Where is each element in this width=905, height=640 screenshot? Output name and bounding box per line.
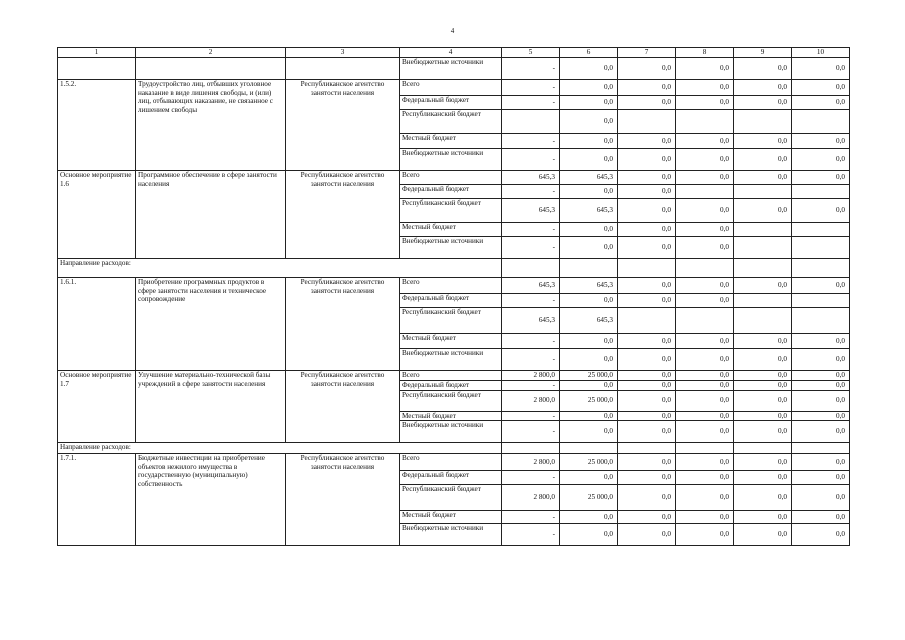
amount-cell: 645,3: [560, 278, 618, 294]
page-number: 4: [450, 27, 455, 35]
amount-cell: 0,0: [560, 349, 618, 371]
amount-cell: -: [502, 58, 560, 80]
amount-cell: 645,3: [502, 278, 560, 294]
amount-cell: 0,0: [676, 381, 734, 391]
amount-cell: 0,0: [676, 349, 734, 371]
amount-cell: 0,0: [618, 371, 676, 381]
amount-cell: [792, 294, 850, 308]
item-code: 1.6.1.: [58, 278, 136, 371]
amount-cell: [792, 110, 850, 134]
amount-cell: 0,0: [560, 334, 618, 349]
amount-cell: 0,0: [734, 390, 792, 411]
amount-cell: 2 800,0: [502, 454, 560, 471]
amount-cell: 0,0: [560, 511, 618, 524]
item-code: 1.7.1.: [58, 454, 136, 546]
empty-cell: [560, 259, 618, 278]
amount-cell: 0,0: [792, 421, 850, 443]
amount-cell: 0,0: [792, 485, 850, 511]
item-code: Основное мероприятие 1.6: [58, 171, 136, 259]
amount-cell: 0,0: [734, 199, 792, 223]
amount-cell: 0,0: [560, 134, 618, 149]
amount-cell: 0,0: [734, 58, 792, 80]
amount-cell: 0,0: [676, 149, 734, 171]
column-number: 5: [502, 48, 560, 58]
amount-cell: 0,0: [618, 511, 676, 524]
amount-cell: -: [502, 381, 560, 391]
amount-cell: [618, 308, 676, 334]
amount-cell: 25 000,0: [560, 485, 618, 511]
funding-source: Федеральный бюджет: [400, 294, 502, 308]
amount-cell: -: [502, 524, 560, 546]
table-row: [58, 371, 850, 381]
funding-source: Федеральный бюджет: [400, 381, 502, 391]
amount-cell: 0,0: [792, 381, 850, 391]
amount-cell: 0,0: [676, 96, 734, 110]
amount-cell: 0,0: [618, 96, 676, 110]
amount-cell: 0,0: [676, 524, 734, 546]
funding-source: Внебюджетные источники: [400, 524, 502, 546]
empty-cell: [502, 443, 560, 454]
amount-cell: 0,0: [676, 411, 734, 421]
amount-cell: -: [502, 185, 560, 199]
amount-cell: 645,3: [560, 308, 618, 334]
amount-cell: 0,0: [676, 421, 734, 443]
funding-source: Федеральный бюджет: [400, 96, 502, 110]
direction-label: Направление расходов:: [58, 443, 502, 454]
responsible-agency: Республиканское агентство занятости населения: [286, 171, 400, 259]
funding-source: Местный бюджет: [400, 223, 502, 237]
item-code: 1.5.2.: [58, 80, 136, 171]
amount-cell: [792, 308, 850, 334]
amount-cell: 0,0: [734, 524, 792, 546]
amount-cell: 645,3: [502, 199, 560, 223]
column-number: 6: [560, 48, 618, 58]
amount-cell: 0,0: [560, 149, 618, 171]
amount-cell: 645,3: [502, 171, 560, 185]
empty-cell: [792, 443, 850, 454]
funding-source: Республиканский бюджет: [400, 110, 502, 134]
item-name: Приобретение программных продуктов в сфере занятости населения и техническое сопровождение: [136, 278, 286, 371]
amount-cell: 0,0: [792, 80, 850, 96]
amount-cell: 0,0: [676, 237, 734, 259]
amount-cell: 0,0: [734, 511, 792, 524]
amount-cell: 0,0: [792, 349, 850, 371]
amount-cell: 0,0: [734, 134, 792, 149]
amount-cell: 0,0: [792, 149, 850, 171]
amount-cell: 0,0: [734, 485, 792, 511]
amount-cell: 0,0: [734, 334, 792, 349]
amount-cell: 645,3: [560, 171, 618, 185]
funding-source: Республиканский бюджет: [400, 390, 502, 411]
amount-cell: 0,0: [618, 237, 676, 259]
responsible-agency: Республиканское агентство занятости населения: [286, 371, 400, 443]
amount-cell: [676, 308, 734, 334]
amount-cell: 0,0: [618, 381, 676, 391]
budget-table: [57, 47, 850, 546]
amount-cell: 0,0: [792, 199, 850, 223]
amount-cell: -: [502, 511, 560, 524]
amount-cell: 0,0: [618, 411, 676, 421]
amount-cell: [734, 110, 792, 134]
amount-cell: [734, 294, 792, 308]
amount-cell: 0,0: [618, 171, 676, 185]
column-number: 10: [792, 48, 850, 58]
amount-cell: 0,0: [676, 223, 734, 237]
amount-cell: -: [502, 349, 560, 371]
amount-cell: -: [502, 96, 560, 110]
amount-cell: 0,0: [560, 110, 618, 134]
empty-cell: [676, 443, 734, 454]
amount-cell: 0,0: [618, 471, 676, 485]
amount-cell: 0,0: [792, 524, 850, 546]
amount-cell: 0,0: [676, 471, 734, 485]
amount-cell: 0,0: [734, 411, 792, 421]
amount-cell: 0,0: [618, 58, 676, 80]
item-code: Основное мероприятие 1.7: [58, 371, 136, 443]
amount-cell: 645,3: [560, 199, 618, 223]
amount-cell: 0,0: [676, 58, 734, 80]
amount-cell: 0,0: [618, 185, 676, 199]
item-name: Программное обеспечение в сфере занятости населения: [136, 171, 286, 259]
funding-source: Внебюджетные источники: [400, 58, 502, 80]
amount-cell: 0,0: [676, 278, 734, 294]
amount-cell: -: [502, 421, 560, 443]
amount-cell: 0,0: [618, 199, 676, 223]
funding-source: Всего: [400, 371, 502, 381]
empty-cell: [58, 58, 136, 80]
amount-cell: 0,0: [792, 96, 850, 110]
column-number: 3: [286, 48, 400, 58]
amount-cell: 0,0: [676, 371, 734, 381]
amount-cell: 0,0: [618, 80, 676, 96]
amount-cell: 0,0: [618, 454, 676, 471]
column-number: 2: [136, 48, 286, 58]
amount-cell: -: [502, 134, 560, 149]
amount-cell: 0,0: [618, 278, 676, 294]
amount-cell: 0,0: [792, 511, 850, 524]
amount-cell: 0,0: [734, 149, 792, 171]
table-row: [58, 80, 850, 96]
amount-cell: 0,0: [734, 471, 792, 485]
empty-cell: [734, 443, 792, 454]
amount-cell: 0,0: [676, 134, 734, 149]
empty-cell: [676, 259, 734, 278]
amount-cell: 25 000,0: [560, 390, 618, 411]
column-number: 9: [734, 48, 792, 58]
direction-row: [58, 443, 850, 454]
funding-source: Всего: [400, 278, 502, 294]
funding-source: Внебюджетные источники: [400, 349, 502, 371]
amount-cell: 0,0: [560, 237, 618, 259]
amount-cell: [734, 237, 792, 259]
funding-source: Всего: [400, 454, 502, 471]
funding-source: Местный бюджет: [400, 334, 502, 349]
amount-cell: 0,0: [792, 134, 850, 149]
amount-cell: 0,0: [734, 381, 792, 391]
column-number: 7: [618, 48, 676, 58]
funding-source: Федеральный бюджет: [400, 185, 502, 199]
amount-cell: 0,0: [676, 334, 734, 349]
responsible-agency: Республиканское агентство занятости населения: [286, 278, 400, 371]
amount-cell: 0,0: [734, 371, 792, 381]
funding-source: Местный бюджет: [400, 134, 502, 149]
amount-cell: 0,0: [618, 390, 676, 411]
responsible-agency: Республиканское агентство занятости населения: [286, 454, 400, 546]
table-row: [58, 454, 850, 471]
amount-cell: 0,0: [676, 454, 734, 471]
amount-cell: 0,0: [734, 171, 792, 185]
amount-cell: 0,0: [734, 349, 792, 371]
amount-cell: [734, 223, 792, 237]
table-row: [58, 171, 850, 185]
amount-cell: -: [502, 149, 560, 171]
amount-cell: 0,0: [560, 80, 618, 96]
amount-cell: -: [502, 223, 560, 237]
amount-cell: [792, 223, 850, 237]
amount-cell: 0,0: [676, 199, 734, 223]
amount-cell: -: [502, 334, 560, 349]
amount-cell: 0,0: [560, 381, 618, 391]
amount-cell: 0,0: [792, 334, 850, 349]
amount-cell: 0,0: [618, 524, 676, 546]
column-number: 4: [400, 48, 502, 58]
amount-cell: 0,0: [618, 485, 676, 511]
column-number-row: [58, 48, 850, 58]
responsible-agency: Республиканское агентство занятости населения: [286, 80, 400, 171]
funding-source: Всего: [400, 171, 502, 185]
amount-cell: 0,0: [618, 421, 676, 443]
funding-source: Республиканский бюджет: [400, 485, 502, 511]
empty-cell: [560, 443, 618, 454]
amount-cell: 0,0: [792, 471, 850, 485]
empty-cell: [136, 58, 286, 80]
amount-cell: 0,0: [560, 185, 618, 199]
funding-source: Местный бюджет: [400, 411, 502, 421]
amount-cell: 0,0: [734, 80, 792, 96]
amount-cell: 0,0: [618, 349, 676, 371]
empty-cell: [618, 443, 676, 454]
empty-cell: [286, 58, 400, 80]
amount-cell: [734, 308, 792, 334]
funding-source: Всего: [400, 80, 502, 96]
item-name: Бюджетные инвестиции на приобретение объектов нежилого имущества в государственную (муниципальную) собственность: [136, 454, 286, 546]
empty-cell: [618, 259, 676, 278]
amount-cell: 0,0: [734, 96, 792, 110]
funding-source: Республиканский бюджет: [400, 199, 502, 223]
item-name: Трудоустройство лиц, отбывших уголовное наказание в виде лишения свободы, и (или) лиц, отбывающих наказание, не связанное с лишением свободы: [136, 80, 286, 171]
amount-cell: [676, 185, 734, 199]
amount-cell: 0,0: [676, 80, 734, 96]
amount-cell: 0,0: [792, 371, 850, 381]
direction-row: [58, 259, 850, 278]
amount-cell: [792, 185, 850, 199]
amount-cell: -: [502, 294, 560, 308]
column-number: 1: [58, 48, 136, 58]
amount-cell: 0,0: [560, 471, 618, 485]
amount-cell: -: [502, 237, 560, 259]
item-name: Улучшение материально-технической базы учреждений в сфере занятости населения: [136, 371, 286, 443]
amount-cell: 645,3: [502, 308, 560, 334]
amount-cell: 0,0: [560, 294, 618, 308]
empty-cell: [734, 259, 792, 278]
funding-source: Местный бюджет: [400, 511, 502, 524]
amount-cell: [618, 110, 676, 134]
amount-cell: 0,0: [792, 171, 850, 185]
amount-cell: 0,0: [560, 421, 618, 443]
amount-cell: 25 000,0: [560, 371, 618, 381]
table-row: [58, 58, 850, 80]
amount-cell: 0,0: [734, 278, 792, 294]
amount-cell: 0,0: [560, 96, 618, 110]
amount-cell: 0,0: [676, 171, 734, 185]
amount-cell: 0,0: [792, 411, 850, 421]
amount-cell: 0,0: [676, 511, 734, 524]
amount-cell: 0,0: [560, 223, 618, 237]
funding-source: Республиканский бюджет: [400, 308, 502, 334]
amount-cell: 0,0: [560, 58, 618, 80]
funding-source: Внебюджетные источники: [400, 421, 502, 443]
amount-cell: 0,0: [734, 454, 792, 471]
direction-label: Направление расходов:: [58, 259, 502, 278]
amount-cell: 0,0: [618, 134, 676, 149]
funding-source: Внебюджетные источники: [400, 149, 502, 171]
amount-cell: 0,0: [676, 294, 734, 308]
amount-cell: 0,0: [792, 454, 850, 471]
amount-cell: 0,0: [676, 390, 734, 411]
amount-cell: [502, 110, 560, 134]
amount-cell: 0,0: [734, 421, 792, 443]
funding-source: Внебюджетные источники: [400, 237, 502, 259]
amount-cell: 0,0: [618, 223, 676, 237]
table-row: [58, 278, 850, 294]
amount-cell: 0,0: [792, 58, 850, 80]
amount-cell: -: [502, 80, 560, 96]
amount-cell: 0,0: [618, 334, 676, 349]
amount-cell: [792, 237, 850, 259]
amount-cell: 0,0: [792, 278, 850, 294]
empty-cell: [502, 259, 560, 278]
amount-cell: 2 800,0: [502, 390, 560, 411]
amount-cell: [676, 110, 734, 134]
amount-cell: 2 800,0: [502, 371, 560, 381]
amount-cell: 2 800,0: [502, 485, 560, 511]
amount-cell: 0,0: [560, 411, 618, 421]
amount-cell: 0,0: [792, 390, 850, 411]
amount-cell: 0,0: [676, 485, 734, 511]
funding-source: Федеральный бюджет: [400, 471, 502, 485]
amount-cell: 0,0: [618, 149, 676, 171]
amount-cell: -: [502, 471, 560, 485]
column-number: 8: [676, 48, 734, 58]
empty-cell: [792, 259, 850, 278]
amount-cell: 25 000,0: [560, 454, 618, 471]
amount-cell: 0,0: [560, 524, 618, 546]
amount-cell: [734, 185, 792, 199]
amount-cell: -: [502, 411, 560, 421]
amount-cell: 0,0: [618, 294, 676, 308]
